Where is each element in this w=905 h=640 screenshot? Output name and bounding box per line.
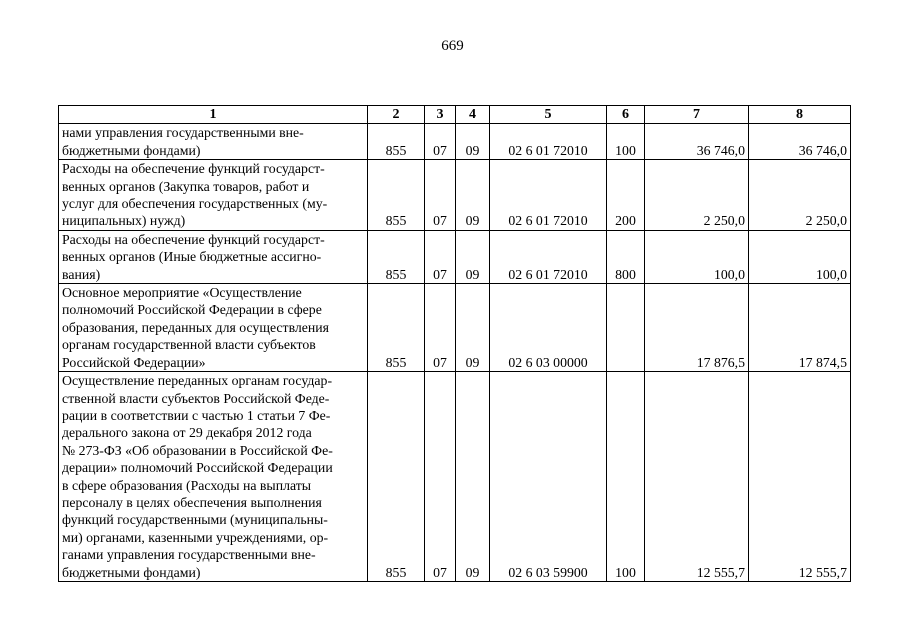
table-row: [59, 124, 851, 160]
row-ministry-code: 855: [368, 284, 425, 372]
row-target-article: 02 6 03 00000: [490, 284, 607, 372]
row-name: Осуществление переданных органам государ- ственной власти субъектов Российской Феде- рации в соответствии с частью 1 статьи 7 Фе- дерального закона от 29 декабря 2012 года № 273-ФЗ «Об образовании в Российской Фе- дерации» полномочий Российской Федерации в сфере образования (Расходы на выплаты персоналу в целях обеспечения выполнения функций государственными (муниципальны- ми) органами, казенными учреждениями, ор- ганами управления государственными вне- бюджетными фондами): [59, 372, 368, 582]
budget-table: [58, 105, 851, 582]
row-amount-plan: 36 746,0: [645, 124, 749, 160]
row-target-article: 02 6 01 72010: [490, 230, 607, 283]
table-row: [59, 230, 851, 283]
row-amount-plan: 17 876,5: [645, 284, 749, 372]
row-section-code: 07: [425, 372, 456, 582]
row-expense-type: 100: [607, 124, 645, 160]
row-name: Расходы на обеспечение функций государст- венных органов (Закупка товаров, работ и услуг для обеспечения государственных (му- ниципальных) нужд): [59, 160, 368, 231]
row-amount-actual: 2 250,0: [749, 160, 851, 231]
row-ministry-code: 855: [368, 230, 425, 283]
header-col-7: 7: [645, 106, 749, 124]
row-expense-type: 800: [607, 230, 645, 283]
header-col-5: 5: [490, 106, 607, 124]
row-amount-actual: 17 874,5: [749, 284, 851, 372]
header-col-6: 6: [607, 106, 645, 124]
header-col-1: 1: [59, 106, 368, 124]
row-ministry-code: 855: [368, 160, 425, 231]
row-name: нами управления государственными вне- бюджетными фондами): [59, 124, 368, 160]
table-row: [59, 284, 851, 372]
header-col-2: 2: [368, 106, 425, 124]
row-expense-type: [607, 284, 645, 372]
row-subsection-code: 09: [456, 372, 490, 582]
row-subsection-code: 09: [456, 230, 490, 283]
row-section-code: 07: [425, 284, 456, 372]
row-amount-actual: 100,0: [749, 230, 851, 283]
row-section-code: 07: [425, 124, 456, 160]
row-target-article: 02 6 01 72010: [490, 124, 607, 160]
row-name: Основное мероприятие «Осуществление полномочий Российской Федерации в сфере образования, переданных для осуществления органам государственной власти субъектов Российской Федерации»: [59, 284, 368, 372]
row-target-article: 02 6 01 72010: [490, 160, 607, 231]
row-target-article: 02 6 03 59900: [490, 372, 607, 582]
row-ministry-code: 855: [368, 124, 425, 160]
header-col-3: 3: [425, 106, 456, 124]
row-amount-actual: 36 746,0: [749, 124, 851, 160]
header-col-4: 4: [456, 106, 490, 124]
page-number: 669: [441, 38, 464, 54]
row-subsection-code: 09: [456, 160, 490, 231]
row-subsection-code: 09: [456, 124, 490, 160]
row-expense-type: 200: [607, 160, 645, 231]
table-row: [59, 160, 851, 231]
row-section-code: 07: [425, 160, 456, 231]
header-col-8: 8: [749, 106, 851, 124]
table-row: [59, 372, 851, 582]
row-amount-plan: 2 250,0: [645, 160, 749, 231]
row-amount-actual: 12 555,7: [749, 372, 851, 582]
row-amount-plan: 12 555,7: [645, 372, 749, 582]
row-name: Расходы на обеспечение функций государст- венных органов (Иные бюджетные ассигно- вания): [59, 230, 368, 283]
row-ministry-code: 855: [368, 372, 425, 582]
row-section-code: 07: [425, 230, 456, 283]
row-subsection-code: 09: [456, 284, 490, 372]
header-row: [59, 106, 851, 124]
row-amount-plan: 100,0: [645, 230, 749, 283]
row-expense-type: 100: [607, 372, 645, 582]
